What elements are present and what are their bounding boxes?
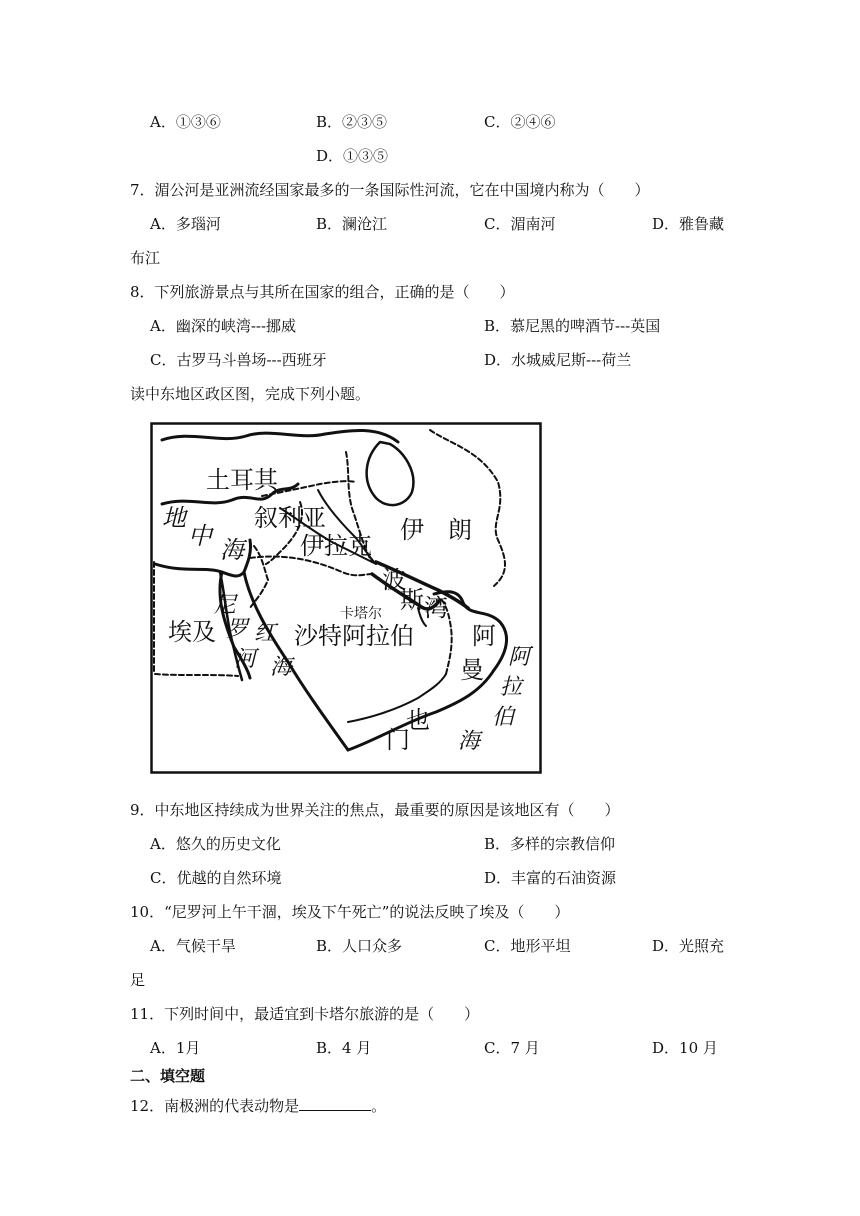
label-gulf-2: 斯: [400, 586, 424, 614]
q11-stem: 11．下列时间中，最适宜到卡塔尔旅游的是（ ）: [130, 1005, 480, 1023]
label-nile-3: 河: [234, 647, 257, 672]
label-saudi-arabia: 沙特阿拉伯: [294, 622, 414, 650]
label-red-sea-1: 红: [254, 621, 277, 646]
label-nile-1: 尼: [214, 593, 237, 618]
label-iran: 伊 朗: [400, 516, 472, 544]
q6-option-b: B．②③⑤: [316, 113, 388, 131]
label-oman-1: 阿: [472, 622, 496, 650]
section-heading: 二、填空题: [130, 1067, 206, 1085]
label-arabian-sea-1: 阿: [508, 645, 531, 670]
label-iraq: 伊拉克: [300, 532, 372, 560]
q8-option-a: A．幽深的峡湾---挪威: [150, 317, 297, 335]
q6-option-c: C．②④⑥: [484, 113, 556, 131]
q12-end: 。: [371, 1097, 387, 1115]
q11-option-c: C．7 月: [484, 1039, 540, 1057]
q7-stem: 7．湄公河是亚洲流经国家最多的一条国际性河流，它在中国境内称为（ ）: [130, 181, 650, 199]
label-gulf-3: 湾: [424, 594, 448, 622]
label-gulf-1: 波: [382, 566, 406, 594]
label-yemen-2: 门: [386, 726, 410, 754]
label-oman-2: 曼: [460, 656, 484, 684]
q8-option-c: C．古罗马斗兽场---西班牙: [150, 351, 327, 369]
q6-option-a: A．①③⑥: [150, 113, 221, 131]
q11-option-b: B．4 月: [316, 1039, 372, 1057]
middle-east-map: [150, 422, 542, 774]
q10-option-a: A．气候干旱: [150, 937, 236, 955]
label-med-1: 地: [162, 504, 186, 532]
q8-option-d: D．水城威尼斯---荷兰: [484, 351, 632, 369]
label-yemen-1: 也: [406, 706, 430, 734]
label-arabian-sea-4: 海: [458, 729, 481, 754]
q7-option-d: D．雅鲁藏: [652, 215, 725, 233]
q9-option-c: C．优越的自然环境: [150, 869, 282, 887]
label-qatar: 卡塔尔: [340, 606, 382, 622]
q7-option-d-wrap: 布江: [130, 249, 161, 267]
q10-option-d-wrap: 足: [130, 971, 146, 989]
label-arabian-sea-3: 伯: [492, 705, 515, 730]
q9-option-a: A．悠久的历史文化: [150, 835, 281, 853]
q7-option-b: B．澜沧江: [316, 215, 388, 233]
q10-stem: 10．“尼罗河上午干涸，埃及下午死亡”的说法反映了埃及（ ）: [130, 903, 570, 921]
q12-stem: 12．南极洲的代表动物是: [130, 1097, 300, 1115]
q11-option-a: A．1月: [150, 1039, 201, 1057]
label-turkey: 土耳其: [206, 466, 278, 494]
q9-option-b: B．多样的宗教信仰: [484, 835, 616, 853]
q6-option-d: D．①③⑤: [316, 147, 389, 165]
q10-option-d: D．光照充: [652, 937, 725, 955]
label-nile-2: 罗: [226, 617, 249, 642]
map-intro: 读中东地区政区图，完成下列小题。: [130, 385, 371, 403]
q8-option-b: B．慕尼黑的啤酒节---英国: [484, 317, 661, 335]
label-med-2: 中: [188, 522, 212, 550]
q10-option-b: B．人口众多: [316, 937, 403, 955]
label-med-3: 海: [220, 536, 244, 564]
q10-option-c: C．地形平坦: [484, 937, 571, 955]
q7-option-a: A．多瑙河: [150, 215, 221, 233]
q9-option-d: D．丰富的石油资源: [484, 869, 617, 887]
q12-line: [130, 1096, 386, 1116]
label-egypt: 埃及: [168, 618, 216, 646]
q12-answer-blank: [299, 1096, 371, 1111]
q8-stem: 8．下列旅游景点与其所在国家的组合，正确的是（ ）: [130, 283, 515, 301]
label-syria: 叙利亚: [254, 504, 326, 532]
q11-option-d: D．10 月: [652, 1039, 718, 1057]
label-arabian-sea-2: 拉: [500, 675, 523, 700]
q9-stem: 9．中东地区持续成为世界关注的焦点，最重要的原因是该地区有（ ）: [130, 801, 620, 819]
label-red-sea-2: 海: [270, 655, 293, 680]
q7-option-c: C．湄南河: [484, 215, 556, 233]
